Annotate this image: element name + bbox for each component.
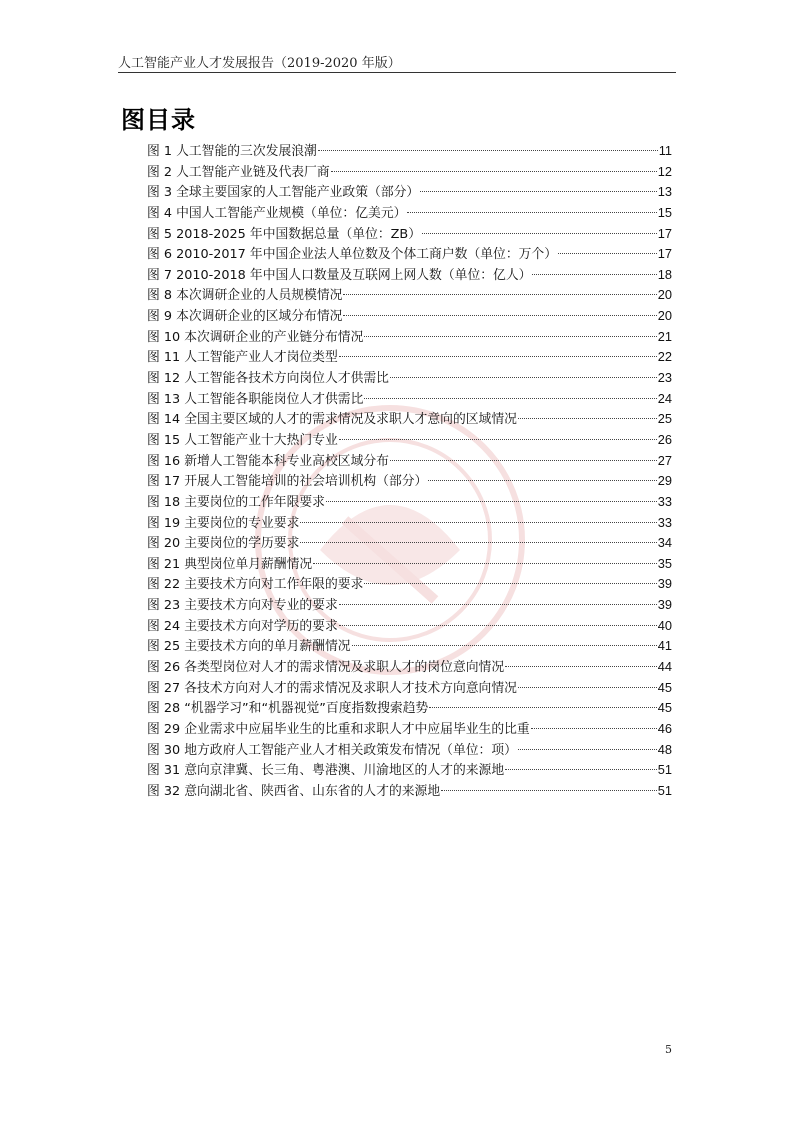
toc-entry[interactable] [147,162,672,183]
toc-dot-leader [505,666,657,667]
toc-entry-label: 图 18 主要岗位的工作年限要求 [147,494,325,510]
toc-entry[interactable] [147,409,672,430]
toc-entry[interactable] [147,760,672,781]
toc-entry-label: 图 17 开展人工智能培训的社会培训机构（部分） [147,474,428,490]
toc-dot-leader [505,769,657,770]
toc-dot-leader [318,150,658,151]
toc-entry-page: 21 [657,328,672,344]
toc-entry-page: 17 [657,225,672,241]
toc-entry-page: 34 [657,535,672,551]
toc-entry-page: 20 [657,287,672,303]
toc-dot-leader [364,583,656,584]
toc-entry[interactable] [147,306,672,327]
toc-entry-label: 图 31 意向京津冀、长三角、粤港澳、川渝地区的人才的来源地 [147,763,505,779]
toc-entry-page: 20 [657,308,672,324]
toc-entry[interactable] [147,471,672,492]
toc-entry[interactable] [147,492,672,513]
toc-entry-page: 17 [657,246,672,262]
toc-dot-leader [407,212,656,213]
toc-dot-leader [339,356,657,357]
figure-list [147,141,672,802]
toc-entry-page: 25 [657,411,672,427]
toc-entry-label: 图 8 本次调研企业的人员规模情况 [147,288,343,304]
toc-dot-leader [331,171,657,172]
toc-entry[interactable] [147,719,672,740]
toc-dot-leader [313,563,657,564]
toc-dot-leader [339,439,657,440]
toc-entry[interactable] [147,698,672,719]
toc-entry-page: 44 [657,659,672,675]
toc-entry-label: 图 19 主要岗位的专业要求 [147,515,300,531]
toc-dot-leader [532,274,656,275]
toc-dot-leader [390,377,657,378]
toc-entry-page: 29 [657,473,672,489]
toc-dot-leader [300,522,656,523]
toc-entry-page: 51 [657,782,672,798]
toc-dot-leader [343,315,656,316]
toc-entry[interactable] [147,182,672,203]
toc-dot-leader [420,191,657,192]
toc-dot-leader [390,460,657,461]
toc-entry-label: 图 26 各类型岗位对人才的需求情况及求职人才的岗位意向情况 [147,660,505,676]
toc-dot-leader [352,645,657,646]
toc-entry-label: 图 20 主要岗位的学历要求 [147,536,300,552]
toc-entry[interactable] [147,533,672,554]
toc-entry-label: 图 13 人工智能各职能岗位人才供需比 [147,391,364,407]
toc-entry-page: 27 [657,452,672,468]
toc-dot-leader [518,418,657,419]
toc-dot-leader [558,253,657,254]
toc-entry-label: 图 29 企业需求中应届毕业生的比重和求职人才中应届毕业生的比重 [147,721,530,737]
toc-entry-page: 45 [657,679,672,695]
toc-entry[interactable] [147,513,672,534]
toc-dot-leader [364,336,656,337]
toc-entry-label: 图 32 意向湖北省、陕西省、山东省的人才的来源地 [147,783,441,799]
toc-entry-label: 图 3 全球主要国家的人工智能产业政策（部分） [147,185,420,201]
toc-entry-label: 图 10 本次调研企业的产业链分布情况 [147,329,364,345]
running-header: 人工智能产业人才发展报告（2019-2020 年版） [118,56,401,71]
toc-entry[interactable] [147,368,672,389]
toc-entry-label: 图 9 本次调研企业的区域分布情况 [147,309,343,325]
toc-entry-label: 图 7 2010-2018 年中国人口数量及互联网上网人数（单位：亿人） [147,267,532,283]
toc-entry-page: 39 [657,597,672,613]
toc-entry[interactable] [147,389,672,410]
toc-dot-leader [422,233,657,234]
toc-entry-label: 图 1 人工智能的三次发展浪潮 [147,144,317,159]
toc-entry[interactable] [147,347,672,368]
toc-entry-label: 图 30 地方政府人工智能产业人才相关政策发布情况（单位：项） [147,742,517,758]
toc-dot-leader [428,480,656,481]
toc-entry-page: 51 [657,762,672,778]
toc-entry[interactable] [147,285,672,306]
toc-entry-page: 33 [657,514,672,530]
toc-entry[interactable] [147,265,672,286]
toc-entry-label: 图 6 2010-2017 年中国企业法人单位数及个体工商户数（单位：万个） [147,247,558,263]
toc-entry-label: 图 23 主要技术方向对专业的要求 [147,598,338,614]
toc-dot-leader [339,604,657,605]
toc-entry-page: 45 [657,700,672,716]
toc-dot-leader [429,707,656,708]
header-rule [118,72,676,73]
toc-entry-page: 41 [657,638,672,654]
toc-entry[interactable] [147,224,672,245]
toc-dot-leader [339,625,657,626]
toc-entry-page: 24 [657,390,672,406]
toc-dot-leader [300,542,656,543]
toc-entry[interactable] [147,595,672,616]
toc-entry-page: 11 [658,143,672,158]
toc-entry[interactable] [147,554,672,575]
toc-entry-page: 33 [657,493,672,509]
toc-entry-label: 图 4 中国人工智能产业规模（单位：亿美元） [147,205,407,221]
toc-entry[interactable] [147,141,672,162]
toc-dot-leader [326,501,657,502]
toc-entry-page: 39 [657,576,672,592]
toc-dot-leader [518,749,657,750]
toc-entry-page: 40 [657,617,672,633]
toc-entry[interactable] [147,327,672,348]
toc-entry-label: 图 28 “机器学习”和“机器视觉”百度指数搜索趋势 [147,701,429,717]
toc-entry[interactable] [147,203,672,224]
toc-entry[interactable] [147,781,672,802]
toc-entry-label: 图 27 各技术方向对人才的需求情况及求职人才技术方向意向情况 [147,680,517,696]
toc-entry-page: 23 [657,370,672,386]
toc-entry-label: 图 25 主要技术方向的单月薪酬情况 [147,639,351,655]
toc-entry-label: 图 22 主要技术方向对工作年限的要求 [147,577,364,593]
toc-entry-label: 图 5 2018-2025 年中国数据总量（单位：ZB） [147,226,422,242]
toc-dot-leader [343,294,656,295]
toc-entry-label: 图 16 新增人工智能本科专业高校区域分布 [147,453,389,469]
toc-entry[interactable] [147,244,672,265]
toc-dot-leader [441,790,657,791]
page-title: 图目录 [121,106,196,134]
toc-dot-leader [364,398,656,399]
toc-entry[interactable] [147,430,672,451]
toc-entry[interactable] [147,740,672,761]
toc-entry[interactable] [147,574,672,595]
toc-entry-label: 图 14 全国主要区域的人才的需求情况及求职人才意向的区域情况 [147,412,517,428]
toc-entry-label: 图 24 主要技术方向对学历的要求 [147,618,338,634]
page-number: 5 [665,1043,672,1056]
toc-entry-page: 46 [657,720,672,736]
toc-entry-label: 图 11 人工智能产业人才岗位类型 [147,350,338,366]
toc-entry-page: 26 [657,431,672,447]
toc-entry-page: 22 [657,349,672,365]
toc-entry-label: 图 2 人工智能产业链及代表厂商 [147,164,330,180]
toc-entry-label: 图 15 人工智能产业十大热门专业 [147,432,338,448]
toc-entry[interactable] [147,678,672,699]
toc-entry-page: 35 [657,555,672,571]
toc-entry-page: 18 [657,266,672,282]
toc-dot-leader [518,687,657,688]
toc-entry-page: 15 [657,204,672,220]
toc-entry[interactable] [147,657,672,678]
toc-entry-page: 12 [657,163,672,179]
toc-entry-page: 48 [657,741,672,757]
toc-entry-page: 13 [657,184,672,200]
toc-entry[interactable] [147,451,672,472]
toc-entry[interactable] [147,636,672,657]
toc-entry[interactable] [147,616,672,637]
toc-entry-label: 图 12 人工智能各技术方向岗位人才供需比 [147,371,389,387]
toc-entry-label: 图 21 典型岗位单月薪酬情况 [147,556,313,572]
toc-dot-leader [531,728,657,729]
